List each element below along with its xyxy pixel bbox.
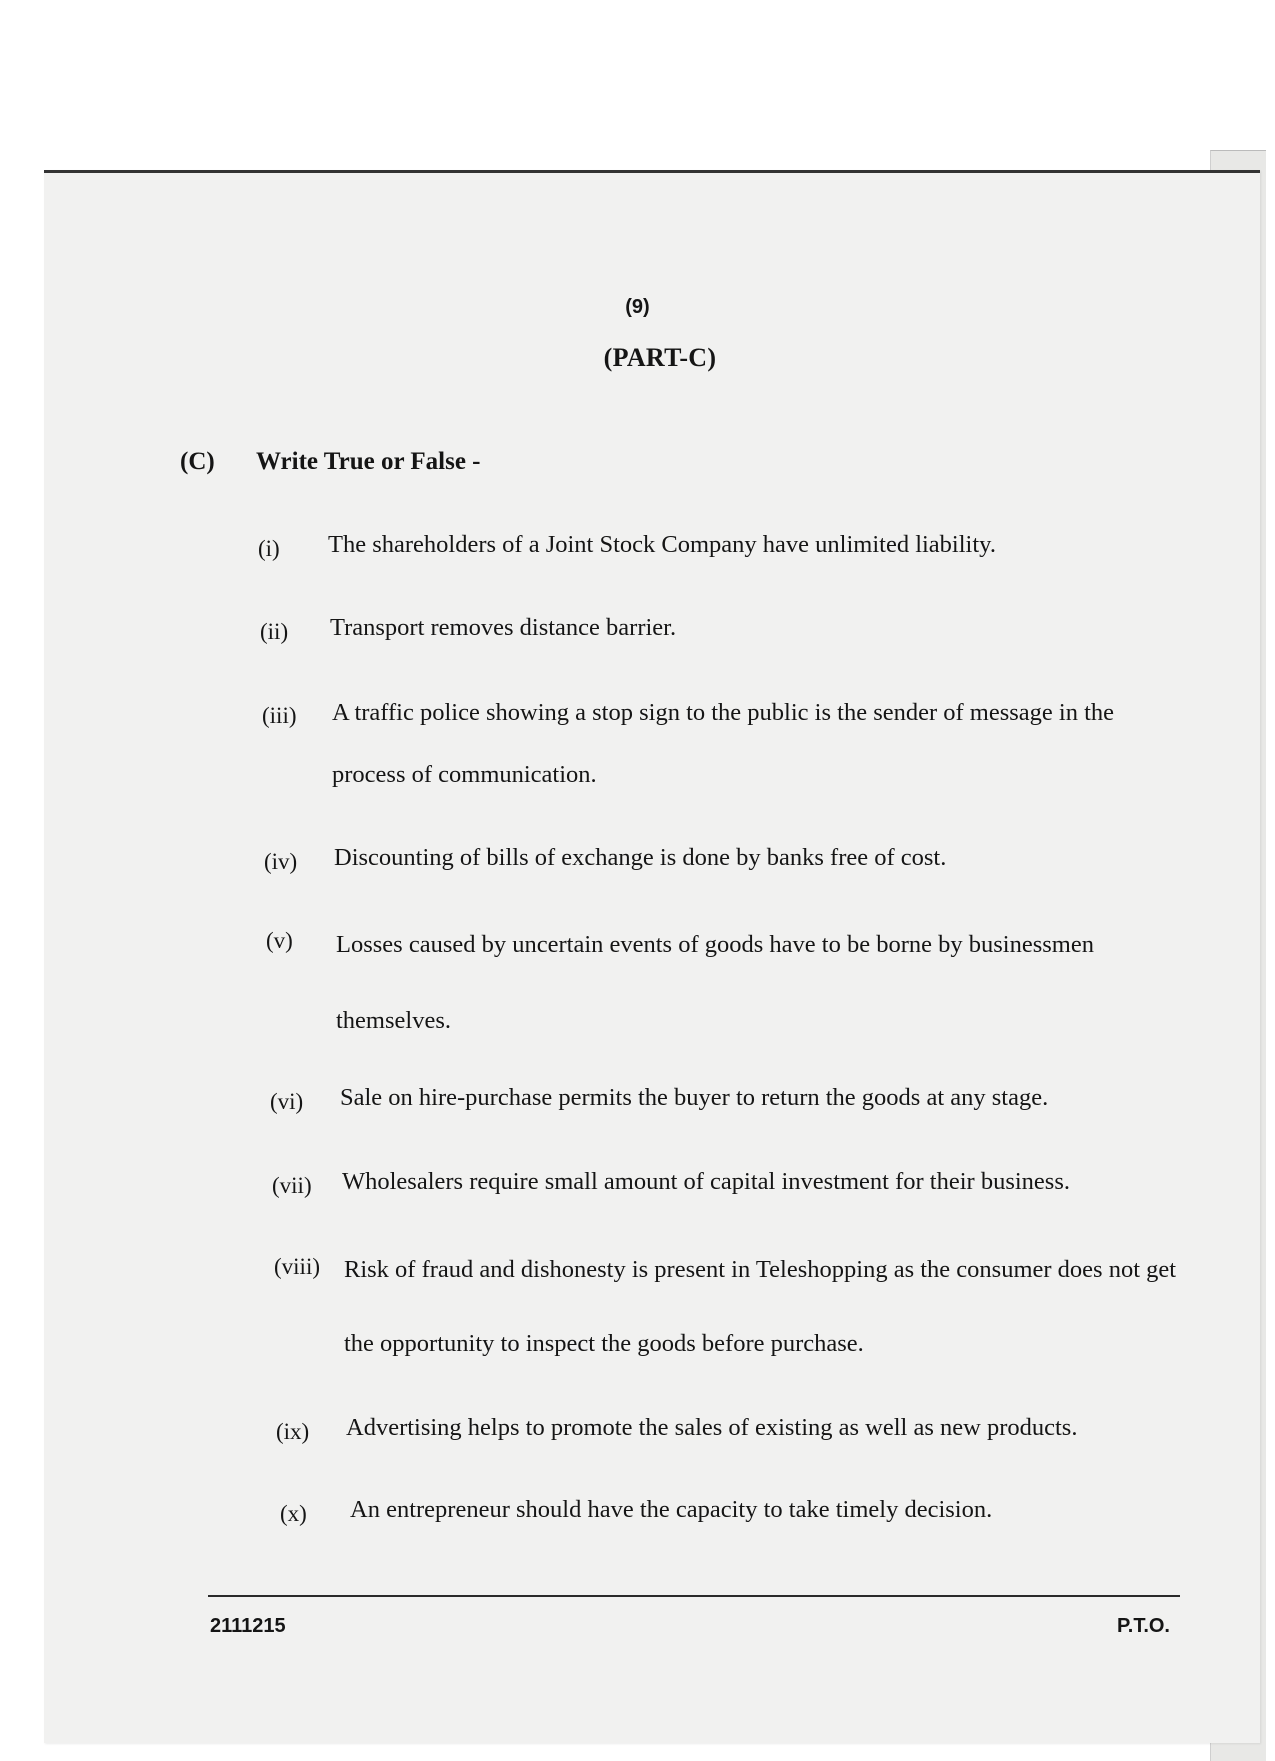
section-instruction: Write True or False - [256, 448, 481, 475]
question-text: Wholesalers require small amount of capital investment for their business. [342, 1168, 1070, 1195]
paper-code: 2111215 [210, 1615, 286, 1637]
question-number: (ix) [276, 1419, 310, 1444]
page-number: (9) [625, 296, 650, 318]
question-number: (i) [258, 536, 280, 561]
section-letter: (C) [180, 448, 215, 475]
question-text: Advertising helps to promote the sales of existing as well as new products. [346, 1414, 1078, 1441]
question-text: An entrepreneur should have the capacity to take timely decision. [350, 1496, 993, 1523]
question-text: Sale on hire-purchase permits the buyer to return the goods at any stage. [340, 1084, 1049, 1111]
question-text: Losses caused by uncertain events of goods have to be borne by businessmen themselves. [336, 931, 1094, 1034]
question-number: (vi) [270, 1089, 304, 1114]
question-number: (x) [280, 1501, 307, 1526]
question-text: A traffic police showing a stop sign to the public is the sender of message in the process of communication. [332, 699, 1115, 788]
question-text: Transport removes distance barrier. [330, 614, 677, 641]
pto-label: P.T.O. [1117, 1615, 1170, 1637]
question-number: (vii) [272, 1173, 312, 1198]
part-title: (PART-C) [603, 343, 717, 372]
question-number: (iv) [264, 849, 298, 874]
question-number: (v) [266, 928, 293, 953]
question-text: The shareholders of a Joint Stock Company have unlimited liability. [328, 531, 996, 558]
question-number: (ii) [260, 619, 289, 644]
question-number: (iii) [262, 703, 297, 728]
section-heading [180, 448, 481, 476]
question-text: Risk of fraud and dishonesty is present in Teleshopping as the consumer does not get the opportunity to inspect the goods before purchase. [344, 1256, 1177, 1357]
question-number: (viii) [274, 1254, 320, 1279]
question-text: Discounting of bills of exchange is done by banks free of cost. [334, 844, 947, 871]
footer-rule [208, 1595, 1180, 1597]
